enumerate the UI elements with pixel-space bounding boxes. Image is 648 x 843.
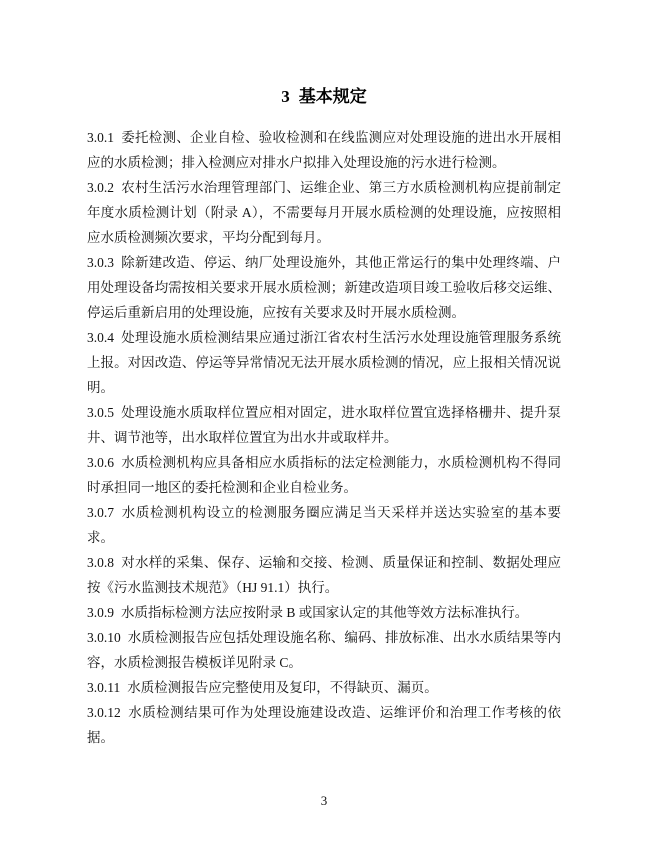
clause-number: 3.0.3	[87, 255, 114, 270]
chapter-title-number: 3	[281, 87, 290, 106]
clause-3-0-5	[87, 400, 561, 450]
clause-number: 3.0.1	[87, 130, 114, 145]
clause-number: 3.0.12	[87, 705, 121, 720]
clause-3-0-7	[87, 500, 561, 550]
clause-text: 对水样的采集、保存、运输和交接、检测、质量保证和控制、数据处理应按《污水监测技术规范》（HJ 91.1）执行。	[87, 555, 561, 595]
clause-3-0-4	[87, 325, 561, 400]
chapter-title-text: 基本规定	[298, 87, 367, 106]
clause-text: 除新建改造、停运、纳厂处理设施外，其他正常运行的集中处理终端、户用处理设备均需按相关要求开展水质检测；新建改造项目竣工验收后移交运维、停运后重新启用的处理设施，应按有关要求及时开展水质检测。	[87, 255, 561, 320]
clause-3-0-1	[87, 125, 561, 175]
clause-text: 处理设施水质取样位置应相对固定，进水取样位置宜选择格栅井、提升泵井、调节池等，出水取样位置宜为出水井或取样井。	[87, 405, 561, 445]
clause-3-0-12	[87, 700, 561, 750]
clause-text: 水质检测机构应具备相应水质指标的法定检测能力，水质检测机构不得同时承担同一地区的委托检测和企业自检业务。	[87, 455, 561, 495]
clause-number: 3.0.2	[87, 180, 114, 195]
chapter-title	[0, 86, 648, 108]
clause-text: 水质检测报告应包括处理设施名称、编码、排放标准、出水水质结果等内容，水质检测报告模板详见附录 C。	[87, 630, 561, 670]
clause-3-0-11	[87, 675, 561, 700]
clause-3-0-6	[87, 450, 561, 500]
clause-3-0-8	[87, 550, 561, 600]
document-body	[87, 125, 561, 750]
clause-number: 3.0.7	[87, 505, 114, 520]
clause-text: 处理设施水质检测结果应通过浙江省农村生活污水处理设施管理服务系统上报。对因改造、停运等异常情况无法开展水质检测的情况，应上报相关情况说明。	[87, 330, 561, 395]
clause-text: 水质检测报告应完整使用及复印，不得缺页、漏页。	[127, 680, 438, 695]
clause-text: 水质指标检测方法应按附录 B 或国家认定的其他等效方法标准执行。	[121, 605, 529, 620]
clause-number: 3.0.8	[87, 555, 114, 570]
clause-number: 3.0.5	[87, 405, 114, 420]
clause-number: 3.0.4	[87, 330, 114, 345]
clause-text: 委托检测、企业自检、验收检测和在线监测应对处理设施的进出水开展相应的水质检测；排入检测应对排水户拟排入处理设施的污水进行检测。	[87, 130, 561, 170]
clause-3-0-10	[87, 625, 561, 675]
clause-number: 3.0.10	[87, 630, 121, 645]
page-number: 3	[320, 793, 328, 808]
clause-number: 3.0.11	[87, 680, 121, 695]
clause-3-0-3	[87, 250, 561, 325]
clause-text: 水质检测机构设立的检测服务圈应满足当天采样并送达实验室的基本要求。	[87, 505, 561, 545]
clause-text: 农村生活污水治理管理部门、运维企业、第三方水质检测机构应提前制定年度水质检测计划（附录 A），不需要每月开展水质检测的处理设施，应按照相应水质检测频次要求，平均分配到每月。	[87, 180, 561, 245]
clause-number: 3.0.9	[87, 605, 114, 620]
clause-number: 3.0.6	[87, 455, 114, 470]
clause-text: 水质检测结果可作为处理设施建设改造、运维评价和治理工作考核的依据。	[87, 705, 561, 745]
clause-3-0-9	[87, 600, 561, 625]
clause-3-0-2	[87, 175, 561, 250]
